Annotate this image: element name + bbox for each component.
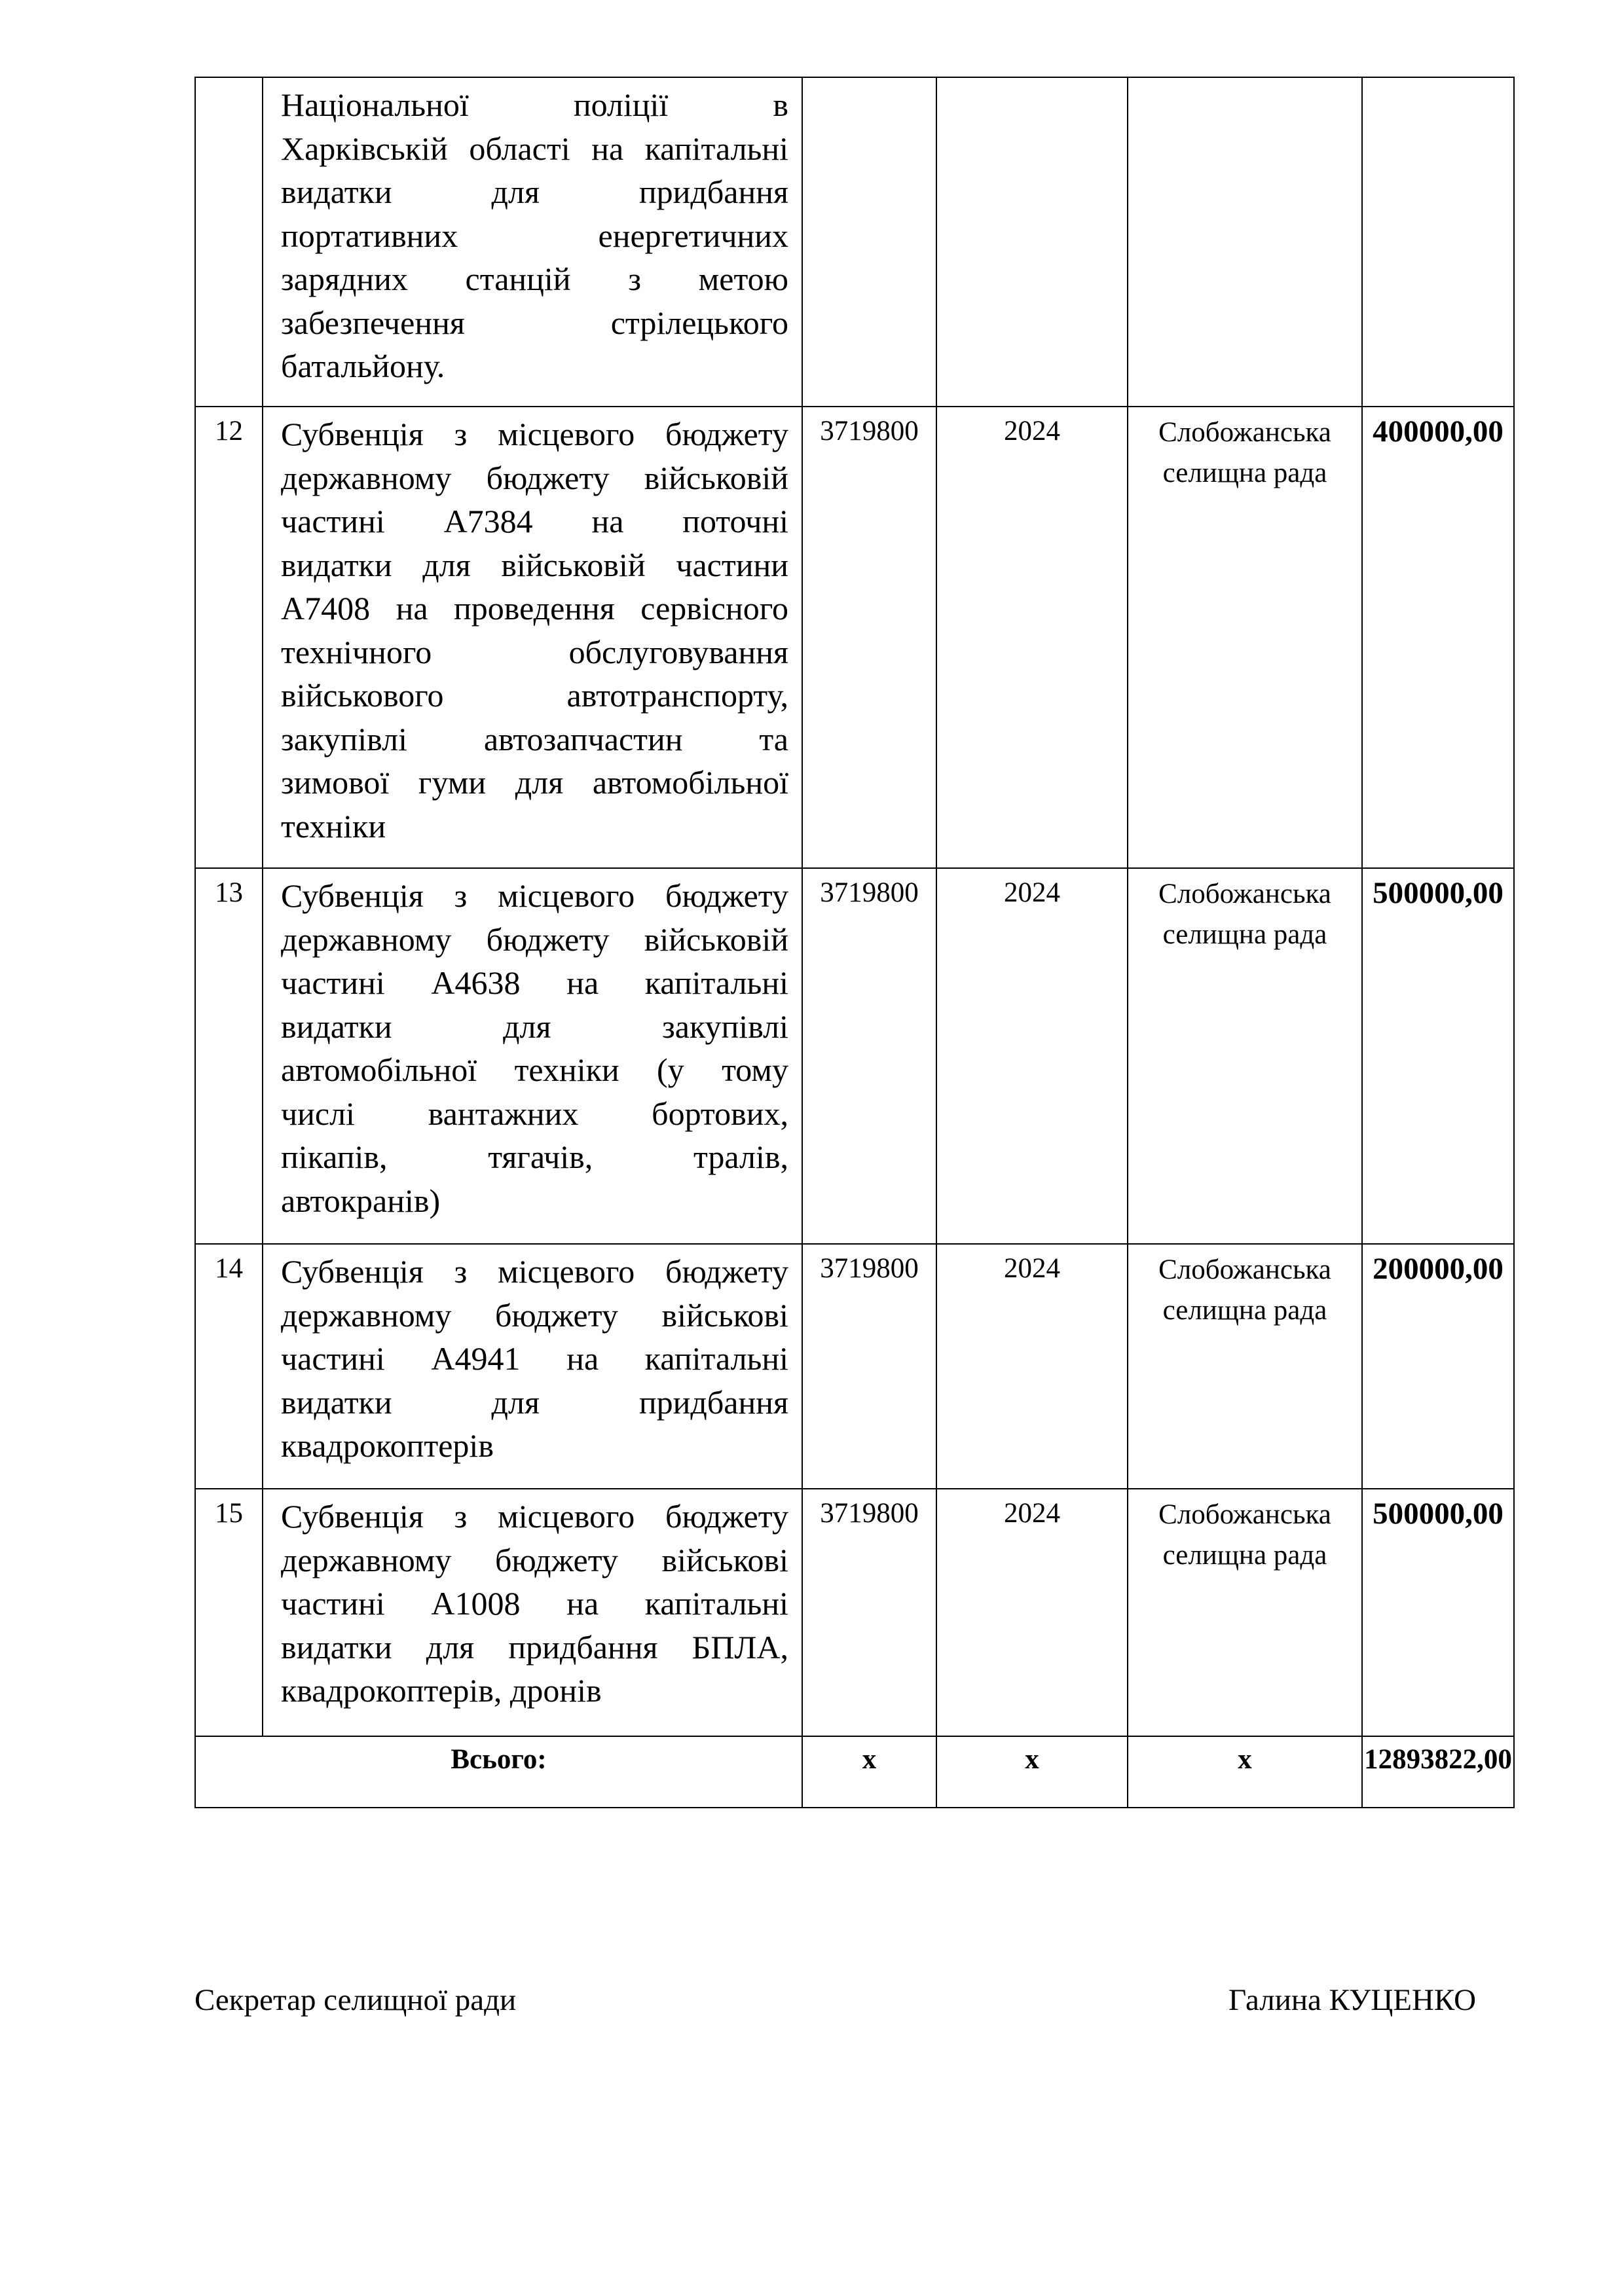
description-line: Субвенція з місцевого бюджету [281, 416, 788, 452]
description-line: числі вантажних бортових, [281, 1095, 788, 1132]
description-line: видатки для придбання БПЛА, [281, 1628, 788, 1666]
description-line: автомобільної техніки (у тому [281, 1051, 788, 1088]
description-line: видатки для придбання [281, 173, 788, 210]
description-line: батальйону. [281, 348, 445, 384]
row-sum: 400000,00 [1362, 407, 1514, 868]
table-row [195, 1489, 1514, 1736]
row-code [802, 77, 936, 407]
description-line: частині А4638 на капітальні [281, 964, 788, 1001]
row-year: 2024 [936, 1244, 1128, 1489]
total-label: Всього: [195, 1736, 802, 1808]
description-line: видатки для закупівлі [281, 1008, 788, 1045]
description-line: зимової гуми для автомобільної [281, 764, 788, 801]
signature-position: Секретар селищної ради [194, 1983, 517, 2017]
description-line: частині А7384 на поточні [281, 503, 788, 539]
row-year [936, 77, 1128, 407]
total-sum: 12893822,00 [1362, 1736, 1514, 1808]
description-line: пікапів, тягачів, тралів, [281, 1139, 788, 1175]
description-line: Національної поліції в [281, 86, 788, 123]
row-description [263, 868, 802, 1244]
row-sum: 200000,00 [1362, 1244, 1514, 1489]
total-row [195, 1736, 1514, 1808]
row-executor: Слобожанська селищна рада [1128, 868, 1362, 1244]
row-year: 2024 [936, 407, 1128, 868]
row-description [263, 77, 802, 407]
description-line: портативних енергетичних [281, 217, 788, 254]
row-executor: Слобожанська селищна рада [1128, 1489, 1362, 1736]
description-line: Субвенція з місцевого бюджету [281, 1253, 788, 1290]
total-year: х [936, 1736, 1128, 1808]
description-line: Субвенція з місцевого бюджету [281, 877, 788, 914]
description-line: квадрокоптерів [281, 1427, 494, 1464]
row-description [263, 1244, 802, 1489]
row-executor [1128, 77, 1362, 407]
row-sum: 500000,00 [1362, 1489, 1514, 1736]
description-line: частині А1008 на капітальні [281, 1585, 788, 1622]
description-line: закупівлі автозапчастин та [281, 720, 788, 757]
row-code: 3719800 [802, 868, 936, 1244]
table-row [195, 1244, 1514, 1489]
row-executor: Слобожанська селищна рада [1128, 1244, 1362, 1489]
description-line: забезпечення стрілецького [281, 304, 788, 341]
row-number: 12 [195, 407, 263, 868]
total-code: х [802, 1736, 936, 1808]
description-line: техніки [281, 807, 386, 845]
table-row [195, 407, 1514, 868]
row-number [195, 77, 263, 407]
row-description [263, 407, 802, 868]
row-number: 14 [195, 1244, 263, 1489]
description-line: державному бюджету військовій [281, 459, 788, 496]
description-line: державному бюджету військовій [281, 920, 788, 958]
description-line: військового автотранспорту, [281, 677, 788, 714]
row-sum: 500000,00 [1362, 868, 1514, 1244]
row-code: 3719800 [802, 1244, 936, 1489]
row-year: 2024 [936, 868, 1128, 1244]
table-row [195, 868, 1514, 1244]
description-line: видатки для військовій частини [281, 546, 788, 583]
program-table [194, 77, 1515, 1808]
row-code: 3719800 [802, 407, 936, 868]
total-executor: х [1128, 1736, 1362, 1808]
description-line: державному бюджету військові [281, 1296, 788, 1334]
description-line: Субвенція з місцевого бюджету [281, 1498, 788, 1535]
description-line: технічного обслуговування [281, 633, 788, 670]
row-code: 3719800 [802, 1489, 936, 1736]
table-row [195, 77, 1514, 407]
description-line: автокранів) [281, 1182, 441, 1219]
description-line: Харківській області на капітальні [281, 130, 788, 167]
description-line: видатки для придбання [281, 1383, 788, 1421]
description-line: квадрокоптерів, дронів [281, 1672, 602, 1709]
description-line: зарядних станцій з метою [281, 261, 788, 297]
row-number: 15 [195, 1489, 263, 1736]
row-executor: Слобожанська селищна рада [1128, 407, 1362, 868]
row-sum [1362, 77, 1514, 407]
signature-name: Галина КУЦЕНКО [1228, 1983, 1477, 2017]
row-number: 13 [195, 868, 263, 1244]
row-year: 2024 [936, 1489, 1128, 1736]
description-line: частині А4941 на капітальні [281, 1340, 788, 1377]
row-description [263, 1489, 802, 1736]
description-line: державному бюджету військові [281, 1541, 788, 1578]
description-line: А7408 на проведення сервісного [281, 590, 788, 627]
